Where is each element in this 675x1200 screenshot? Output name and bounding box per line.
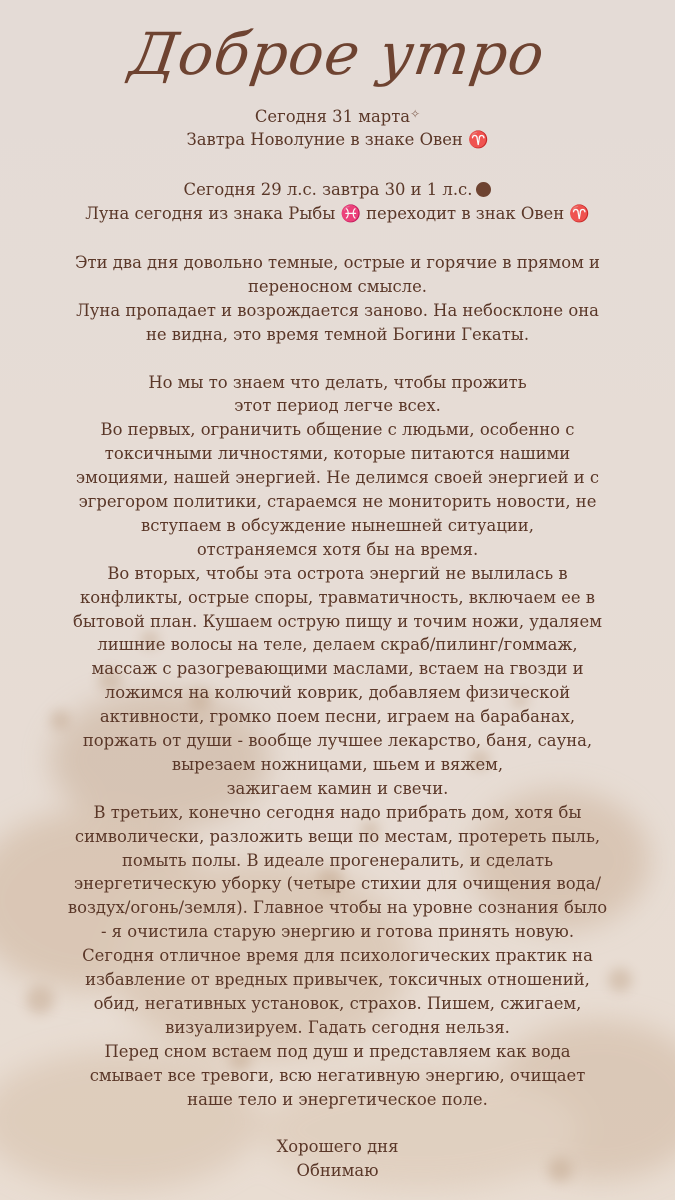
- new-moon-icon: [476, 182, 491, 197]
- body-text-line: массаж с разогревающими маслами, встаем на гвозди и: [91, 659, 584, 679]
- body-text-line: вступаем в обсуждение нынешней ситуации,: [141, 515, 534, 535]
- body-text-line: Луна пропадает и возрождается заново. На небосклоне она: [76, 300, 599, 320]
- body-text-line: переносном смысле.: [247, 276, 428, 296]
- body-text-line: энергетическую уборку (четыре стихии для очищения вода/: [73, 874, 602, 894]
- intro-line: Завтра Новолуние в знаке Овен ♈: [186, 130, 489, 149]
- body-text-line: наше тело и энергетическое поле.: [187, 1089, 488, 1109]
- body-text-line: Во вторых, чтобы эта острота энергий не вылилась в: [107, 563, 568, 583]
- body-text-line: ложимся на колючий коврик, добавляем физической: [104, 683, 571, 703]
- intro-date: Сегодня 31 марта: [254, 107, 411, 126]
- body-text-line: Обнимаю: [296, 1161, 379, 1181]
- body-text-line: вырезаем ножницами, шьем и вяжем,: [171, 754, 504, 774]
- body-text-line: смывает все тревоги, всю негативную энергию, очищает: [89, 1065, 586, 1085]
- body-text-line: бытовой план. Кушаем острую пищу и точим ножи, удаляем: [73, 611, 602, 631]
- body-text-line: символически, разложить вещи по местам, протереть пыль,: [74, 826, 601, 846]
- body-text-line: воздух/огонь/земля). Главное чтобы на уровне сознания было: [67, 898, 608, 918]
- body-text-line: Перед сном встаем под душ и представляем как вода: [104, 1041, 571, 1061]
- body-text-line: Сегодня отличное время для психологических практик на: [82, 946, 593, 966]
- title-heading: Доброе утро: [125, 20, 550, 88]
- body-text-line: В третьих, конечно сегодня надо прибрать дом, хотя бы: [93, 802, 582, 822]
- body-text-line: отстраняемся хотя бы на время.: [196, 539, 479, 559]
- body-text-line: Но мы то знаем что делать, чтобы прожить: [148, 372, 527, 392]
- sparkle-icon: ✧: [410, 107, 421, 121]
- body-text-line: токсичными личностями, которые питаются нашими: [104, 444, 571, 464]
- body-text-line: помыть полы. В идеале прогенералить, и сделать: [121, 850, 553, 870]
- body-text-line: избавление от вредных привычек, токсичных отношений,: [85, 970, 590, 989]
- body-text-line: обид, негативных установок, страхов. Пишем, сжигаем,: [93, 993, 582, 1013]
- body-text-line: зажигаем камин и свечи.: [226, 778, 449, 798]
- body-text-line: визуализируем. Гадать сегодня нельзя.: [165, 1017, 510, 1037]
- body-text-line: не видна, это время темной Богини Гекаты.: [145, 324, 530, 344]
- intro-lunar-day: Сегодня 29 л.с. завтра 30 и 1 л.с.: [183, 180, 473, 199]
- body-text-line: поржать от души - вообще лучшее лекарство, баня, сауна,: [82, 731, 593, 750]
- body-text-line: - я очистила старую энергию и готова принять новую.: [100, 922, 575, 942]
- body-text-line: Хорошего дня: [276, 1137, 399, 1157]
- intro-line: [10, 178, 665, 202]
- body-text-line: конфликты, острые споры, травматичность, включаем ее в: [79, 587, 596, 607]
- intro-line: Луна сегодня из знака Рыбы ♓ переходит в знак Овен ♈: [85, 204, 590, 223]
- intro-line: [10, 103, 665, 129]
- body-text-line: активности, громко поем песни, играем на барабанах,: [99, 707, 576, 727]
- body-text-line: Во первых, ограничить общение с людьми, особенно с: [100, 420, 575, 440]
- body-text-line: Эти два дня довольно темные, острые и горячие в прямом и: [75, 253, 600, 272]
- body-text-line: эмоциями, нашей энергией. Не делимся своей энергией и с: [75, 468, 600, 488]
- body-text-line: этот период легче всех.: [234, 396, 441, 416]
- body-text-line: лишние волосы на теле, делаем скраб/пилинг/гоммаж,: [97, 635, 578, 655]
- body-text-line: эгрегором политики, стараемся не мониторить новости, не: [78, 492, 597, 511]
